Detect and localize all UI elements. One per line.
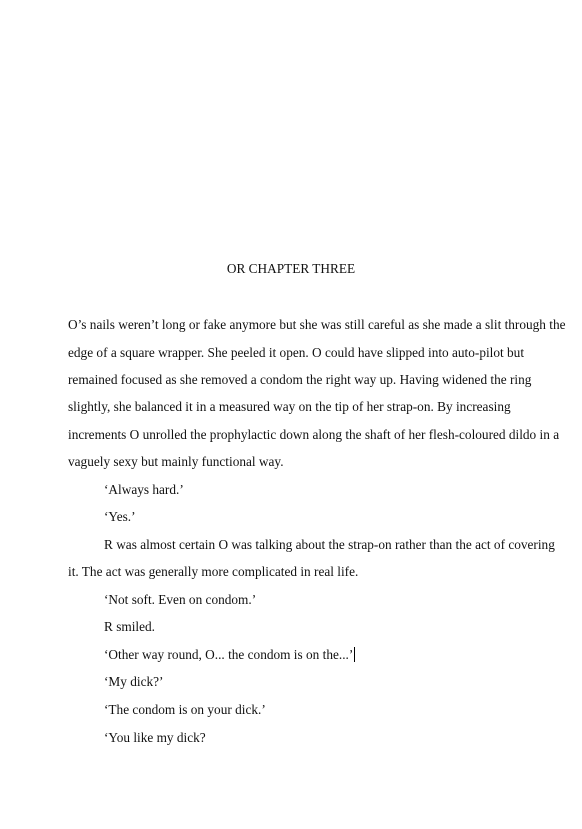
text-line: R was almost certain O was talking about the strap-on rather than the act of covering	[104, 537, 555, 552]
dialogue-line	[104, 647, 355, 663]
text-line: edge of a square wrapper. She peeled it open. O could have slipped into auto-pilot but	[68, 345, 525, 360]
dialogue-text: ‘Other way round, O... the condom is on the...’	[104, 647, 354, 662]
text-line: vaguely sexy but mainly functional way.	[68, 454, 284, 469]
dialogue-line: ‘You like my dick?	[104, 730, 206, 745]
text-line: it. The act was generally more complicated in real life.	[68, 564, 359, 579]
dialogue-line: ‘Not soft. Even on condom.’	[104, 592, 257, 607]
text-line: increments O unrolled the prophylactic down along the shaft of her flesh-coloured dildo in a	[68, 427, 560, 442]
dialogue-line: ‘The condom is on your dick.’	[104, 702, 266, 717]
dialogue-line: ‘My dick?’	[104, 674, 164, 689]
text-line: R smiled.	[104, 619, 155, 634]
dialogue-line: ‘Always hard.’	[104, 482, 184, 497]
text-cursor	[354, 647, 355, 662]
text-line: O’s nails weren’t long or fake anymore but she was still careful as she made a slit through the	[68, 317, 566, 332]
chapter-title: OR CHAPTER THREE	[226, 261, 356, 276]
text-line: slightly, she balanced it in a measured way on the tip of her strap-on. By increasing	[68, 399, 511, 414]
text-line: remained focused as she removed a condom the right way up. Having widened the ring	[68, 372, 532, 387]
dialogue-line: ‘Yes.’	[104, 509, 136, 524]
